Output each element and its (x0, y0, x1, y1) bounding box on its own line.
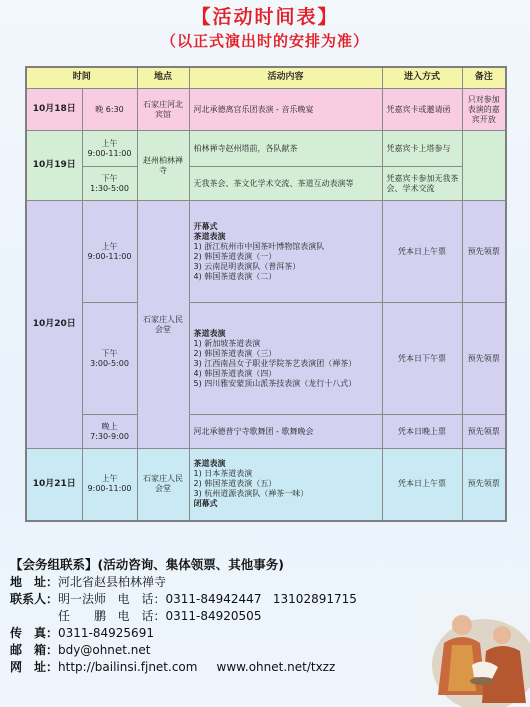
header-content: 活动内容 (189, 67, 382, 89)
section-heading: 开幕式 (193, 221, 218, 231)
header-time: 时间 (26, 67, 137, 89)
monks-tea-photo (422, 595, 530, 707)
section-heading: 茶道表演 (193, 328, 226, 338)
note-cell: 预先领票 (462, 449, 506, 521)
address-row (10, 574, 430, 591)
time-period: 下午 (101, 348, 118, 358)
table-row-oct19-pm (26, 167, 506, 201)
list-item: 5) 四川雅安蒙顶山派茶技表演（龙行十八式） (193, 378, 357, 388)
time-period: 上午 (101, 241, 118, 251)
time-cell (82, 415, 137, 449)
page-subtitle: （以正式演出时的安排为准） (160, 32, 369, 50)
time-cell (82, 131, 137, 167)
fax-row (10, 625, 430, 642)
table-header-row (26, 67, 506, 89)
schedule-table (25, 66, 507, 522)
contact-person2-row (10, 608, 430, 625)
time-period: 上午 (101, 138, 118, 148)
person1-name: 明一法师 (58, 592, 107, 606)
section-heading: 茶道表演 (193, 459, 226, 469)
note-cell: 只对参加表演的嘉宾开放 (462, 89, 506, 131)
list-item: 2) 韩国茶道表演（三） (193, 348, 277, 358)
header-place: 地点 (137, 67, 189, 89)
note-cell (462, 131, 506, 201)
time-range: 3:00-5:00 (90, 358, 129, 368)
web-label: 网 址： (10, 660, 59, 674)
entry-cell: 凭嘉宾卡或邀请函 (382, 89, 462, 131)
email-row (10, 642, 430, 659)
person1-phone: 0311-84942447 (165, 592, 262, 606)
header-note: 备注 (462, 67, 506, 89)
time-range: 9:00-11:00 (87, 148, 132, 158)
table-row-oct20-pm (26, 303, 506, 415)
table-row-oct19-am (26, 131, 506, 167)
section-heading: 闭幕式 (193, 499, 218, 509)
content-cell: 柏林禅寺赵州塔前，各队献茶 (189, 131, 382, 167)
time-range: 9:00-11:00 (87, 484, 132, 494)
content-cell: 河北承德离宫乐团表演 - 音乐晚宴 (189, 89, 382, 131)
email-label: 邮 箱： (10, 643, 59, 657)
note-cell: 预先领票 (462, 303, 506, 415)
person2-name: 任 鹏 (58, 609, 107, 623)
contact-person1-row (10, 591, 430, 608)
list-item: 1) 新加坡茶道表演 (193, 338, 261, 348)
content-cell (189, 449, 382, 521)
person1-mobile: 13102891715 (272, 592, 357, 606)
time-range: 1:30-5:00 (90, 183, 129, 193)
fax-label: 传 真： (10, 626, 59, 640)
phone-label: 电 话： (117, 592, 166, 606)
list-item: 4) 韩国茶道表演（四） (193, 368, 277, 378)
website-link-1[interactable]: http://bailinsi.fjnet.com (58, 660, 198, 674)
content-cell (189, 303, 382, 415)
header-entry: 进入方式 (382, 67, 462, 89)
list-item: 1) 日本茶道表演 (193, 469, 253, 479)
time-cell (82, 449, 137, 521)
contact-heading: 【会务组联系】 (10, 557, 98, 572)
entry-cell: 凭本日上午票 (382, 201, 462, 303)
time-cell: 晚 6:30 (82, 89, 137, 131)
person2-phone: 0311-84920505 (165, 609, 262, 623)
date-cell: 10月18日 (26, 89, 82, 131)
list-item: 2) 韩国茶道表演（一） (193, 251, 277, 261)
time-cell (82, 201, 137, 303)
list-item: 2) 韩国茶道表演（五） (193, 479, 277, 489)
place-cell: 石家庄人民会堂 (137, 201, 189, 449)
table-row-oct21 (26, 449, 506, 521)
table-row-oct20-am (26, 201, 506, 303)
entry-cell: 凭本日晚上票 (382, 415, 462, 449)
time-period: 上午 (101, 474, 118, 484)
list-item: 3) 杭州道源表演队（禅茶一味） (193, 489, 309, 499)
person-label: 联系人： (10, 592, 59, 606)
time-period: 晚上 (101, 421, 118, 431)
place-cell: 石家庄人民会堂 (137, 449, 189, 521)
date-cell: 10月19日 (26, 131, 82, 201)
entry-cell: 凭嘉宾卡参加无我茶会、学术交流 (382, 167, 462, 201)
contact-heading-sub: (活动咨询、集体领票、其他事务) (97, 557, 284, 572)
contact-heading-row (10, 556, 430, 574)
section-heading: 茶道表演 (193, 231, 226, 241)
content-cell: 河北承德普宁寺歌舞团 - 歌舞晚会 (189, 415, 382, 449)
place-cell: 石家庄河北宾馆 (137, 89, 189, 131)
note-cell: 预先领票 (462, 415, 506, 449)
date-cell: 10月21日 (26, 449, 82, 521)
note-cell: 预先领票 (462, 201, 506, 303)
entry-cell: 凭嘉宾卡上塔参与 (382, 131, 462, 167)
fax-value: 0311-84925691 (58, 626, 154, 640)
address-value: 河北省赵县柏林禅寺 (58, 575, 167, 589)
entry-cell: 凭本日下午票 (382, 303, 462, 415)
list-item: 1) 浙江杭州市中国茶叶博物馆表演队 (193, 241, 325, 251)
time-period: 下午 (101, 173, 118, 183)
time-range: 7:30-9:00 (90, 431, 129, 441)
content-cell (189, 201, 382, 303)
address-label: 地 址： (10, 575, 59, 589)
list-item: 4) 韩国茶道表演（二） (193, 271, 277, 281)
list-item: 3) 江西南昌女子职业学院茶艺表演团（禅茶） (193, 358, 357, 368)
table-row-oct20-eve (26, 415, 506, 449)
time-range: 9:00-11:00 (87, 251, 132, 261)
table-row-oct18 (26, 89, 506, 131)
website-row (10, 659, 430, 676)
phone-label: 电 话： (117, 609, 166, 623)
entry-cell: 凭本日上午票 (382, 449, 462, 521)
list-item: 3) 云南昆明表演队（普洱茶） (193, 261, 301, 271)
time-cell (82, 303, 137, 415)
place-cell: 赵州柏林禅寺 (137, 131, 189, 201)
date-cell: 10月20日 (26, 201, 82, 449)
website-link-2[interactable]: www.ohnet.net/txzz (216, 660, 336, 674)
page-title: 【活动时间表】 (191, 6, 339, 28)
contact-section (10, 556, 430, 676)
time-cell (82, 167, 137, 201)
email-value[interactable]: bdy@ohnet.net (58, 643, 151, 657)
content-cell: 无我茶会、茶文化学术交流、茶道互动表演等 (189, 167, 382, 201)
